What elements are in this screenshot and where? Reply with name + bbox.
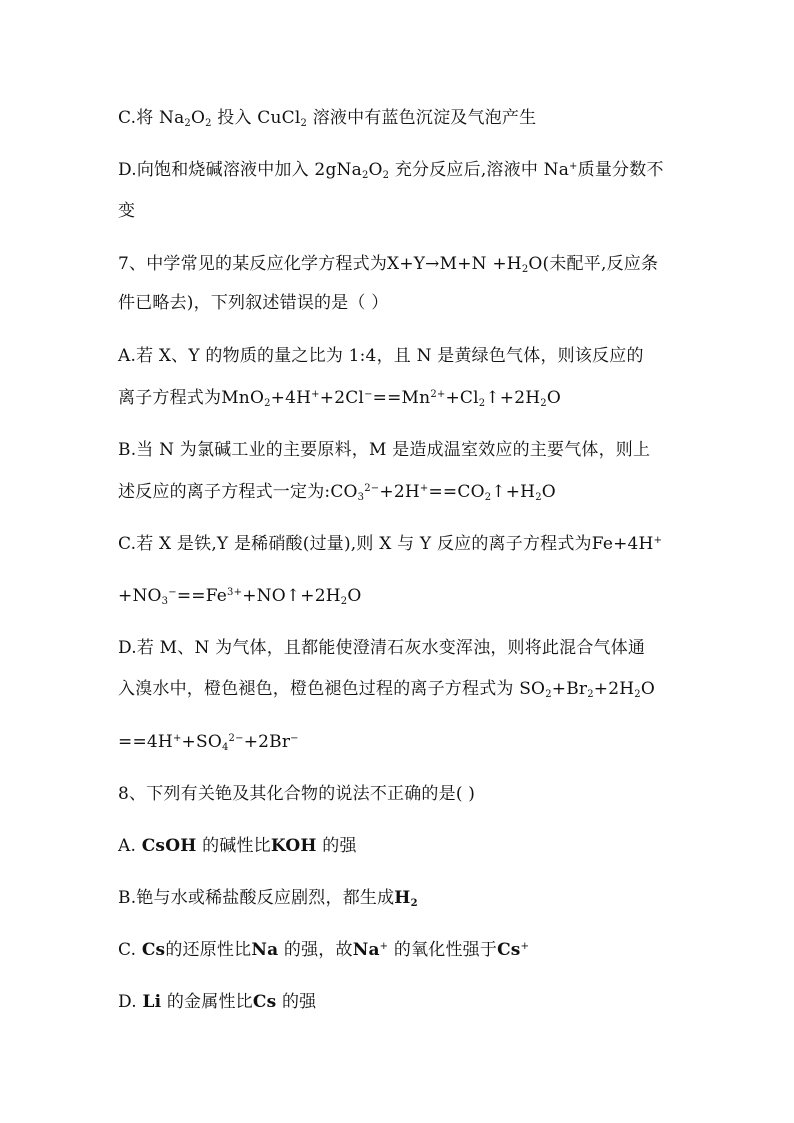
- text-line: [118, 886, 418, 910]
- text-segment: 溶液中有蓝色沉淀及气泡产生: [307, 108, 537, 128]
- text-line: [118, 386, 561, 410]
- text-segment: +2Cl: [319, 388, 365, 408]
- text-segment: ==Mn: [372, 388, 431, 408]
- superscript: +: [311, 389, 320, 400]
- text-line: [118, 532, 662, 556]
- text-segment: 的强: [316, 836, 357, 856]
- superscript: 3+: [227, 587, 243, 598]
- text-segment: ↑+H: [491, 482, 536, 502]
- text-segment: Cs: [252, 992, 277, 1012]
- text-segment: O: [541, 482, 556, 502]
- text-segment: ==Fe: [176, 586, 228, 606]
- text-line: [118, 158, 664, 182]
- text-segment: 离子方程式为MnO: [118, 388, 265, 408]
- superscript: +: [653, 535, 663, 546]
- text-segment: 投入 CuCl: [211, 108, 301, 128]
- text-line: [118, 106, 536, 130]
- subscript: 2: [478, 398, 486, 409]
- text-segment: +Cl: [445, 388, 479, 408]
- text-segment: A.若 X、Y 的物质的量之比为 1:4，且 N 是黄绿色气体，则该反应的: [118, 346, 644, 366]
- text-segment: 的碱性比: [196, 836, 271, 856]
- text-line: [118, 344, 644, 368]
- text-segment: 述反应的离子方程式一定为:CO: [118, 482, 358, 502]
- superscript: +: [379, 941, 389, 952]
- text-line: [118, 438, 650, 462]
- subscript: 3: [161, 596, 169, 607]
- subscript: 2: [361, 170, 369, 181]
- text-segment: CsOH: [141, 836, 197, 856]
- text-segment: +2Br: [243, 732, 291, 752]
- subscript: 2: [484, 492, 492, 503]
- text-segment: A.: [118, 836, 142, 856]
- text-segment: Na: [251, 940, 279, 960]
- subscript: 2: [410, 898, 418, 909]
- text-segment: 7、中学常见的某反应化学方程式为X+Y→M+N +H: [118, 254, 522, 274]
- text-line: [118, 782, 475, 806]
- superscript: +: [172, 733, 182, 744]
- text-segment: O: [368, 160, 383, 180]
- text-segment: +NO: [118, 586, 162, 606]
- text-segment: ==CO: [428, 482, 485, 502]
- superscript: 2−: [364, 483, 380, 494]
- text-segment: +Br: [551, 679, 588, 699]
- text-segment: B.当 N 为氯碱工业的主要原料，M 是造成温室效应的主要气体，则上: [118, 440, 651, 460]
- text-segment: Li: [142, 992, 162, 1012]
- text-segment: +2H: [593, 679, 635, 699]
- text-segment: O: [190, 108, 206, 128]
- text-line: [118, 584, 361, 608]
- superscript: −: [290, 733, 299, 744]
- text-segment: +4H: [270, 388, 312, 408]
- text-segment: 的还原性比: [165, 940, 252, 960]
- text-line: [118, 834, 357, 858]
- subscript: 4: [221, 742, 229, 753]
- text-segment: B.铯与水或稀盐酸反应剧烈，都生成: [118, 888, 395, 908]
- text-segment: +SO: [181, 732, 222, 752]
- text-segment: C.若 X 是铁,Y 是稀硝酸(过量),则 X 与 Y 反应的离子方程式为Fe+4H: [118, 534, 654, 554]
- text-line: [118, 990, 316, 1014]
- superscript: 2−: [228, 733, 244, 744]
- subscript: 2: [587, 689, 594, 700]
- text-segment: D.向饱和烧碱溶液中加入 2gNa: [118, 160, 362, 180]
- subscript: 2: [184, 118, 191, 129]
- subscript: 2: [634, 689, 641, 700]
- text-segment: O: [640, 679, 655, 699]
- text-segment: KOH: [270, 836, 317, 856]
- subscript: 3: [357, 492, 365, 503]
- subscript: 2: [340, 596, 348, 607]
- text-segment: ==4H: [118, 732, 173, 752]
- text-line: [118, 291, 388, 315]
- text-line: [118, 480, 556, 504]
- text-segment: D.若 M、N 为气体，且都能使澄清石灰水变浑浊，则将此混合气体通: [118, 638, 646, 658]
- text-segment: Cs: [141, 940, 166, 960]
- text-segment: 的强，故: [278, 940, 353, 960]
- text-segment: 充分反应后,溶液中 Na: [389, 160, 570, 180]
- text-line: [118, 199, 135, 223]
- text-segment: C.将 Na: [118, 108, 185, 128]
- text-segment: +2H: [379, 482, 420, 502]
- text-segment: 入溴水中，橙色褪色，橙色褪色过程的离子方程式为 SO: [118, 679, 546, 699]
- text-line: [118, 938, 529, 962]
- text-line: [118, 730, 299, 754]
- text-segment: 质量分数不: [577, 160, 664, 180]
- text-segment: Cs: [497, 940, 521, 960]
- text-segment: 的金属性比: [161, 992, 253, 1012]
- text-segment: +NO↑+2H: [242, 586, 341, 606]
- text-segment: Na: [352, 940, 380, 960]
- superscript: +: [569, 161, 578, 172]
- text-line: [118, 677, 655, 701]
- text-segment: ↑+2H: [485, 388, 541, 408]
- text-line: [118, 252, 658, 276]
- superscript: −: [168, 587, 177, 598]
- superscript: +: [419, 483, 429, 494]
- text-segment: O(未配平,反应条: [528, 254, 659, 274]
- text-segment: 8、下列有关铯及其化合物的说法不正确的是( ): [118, 784, 476, 804]
- superscript: +: [520, 941, 530, 952]
- text-segment: 件已略去)，下列叙述错误的是（ ）: [118, 293, 389, 313]
- subscript: 2: [535, 492, 542, 503]
- subscript: 2: [540, 398, 547, 409]
- superscript: −: [364, 389, 373, 400]
- text-segment: H: [394, 888, 411, 908]
- text-segment: O: [546, 388, 561, 408]
- text-segment: 变: [118, 201, 136, 221]
- text-segment: C.: [118, 940, 142, 960]
- subscript: 2: [300, 118, 308, 129]
- subscript: 2: [521, 264, 529, 275]
- text-segment: 的强: [276, 992, 317, 1012]
- subscript: 2: [264, 398, 271, 409]
- subscript: 2: [205, 118, 212, 129]
- text-segment: 的氧化性强于: [388, 940, 498, 960]
- superscript: 2+: [430, 389, 446, 400]
- text-line: [118, 636, 645, 660]
- subscript: 2: [545, 689, 552, 700]
- text-segment: D.: [118, 992, 143, 1012]
- subscript: 2: [382, 170, 390, 181]
- text-segment: O: [347, 586, 362, 606]
